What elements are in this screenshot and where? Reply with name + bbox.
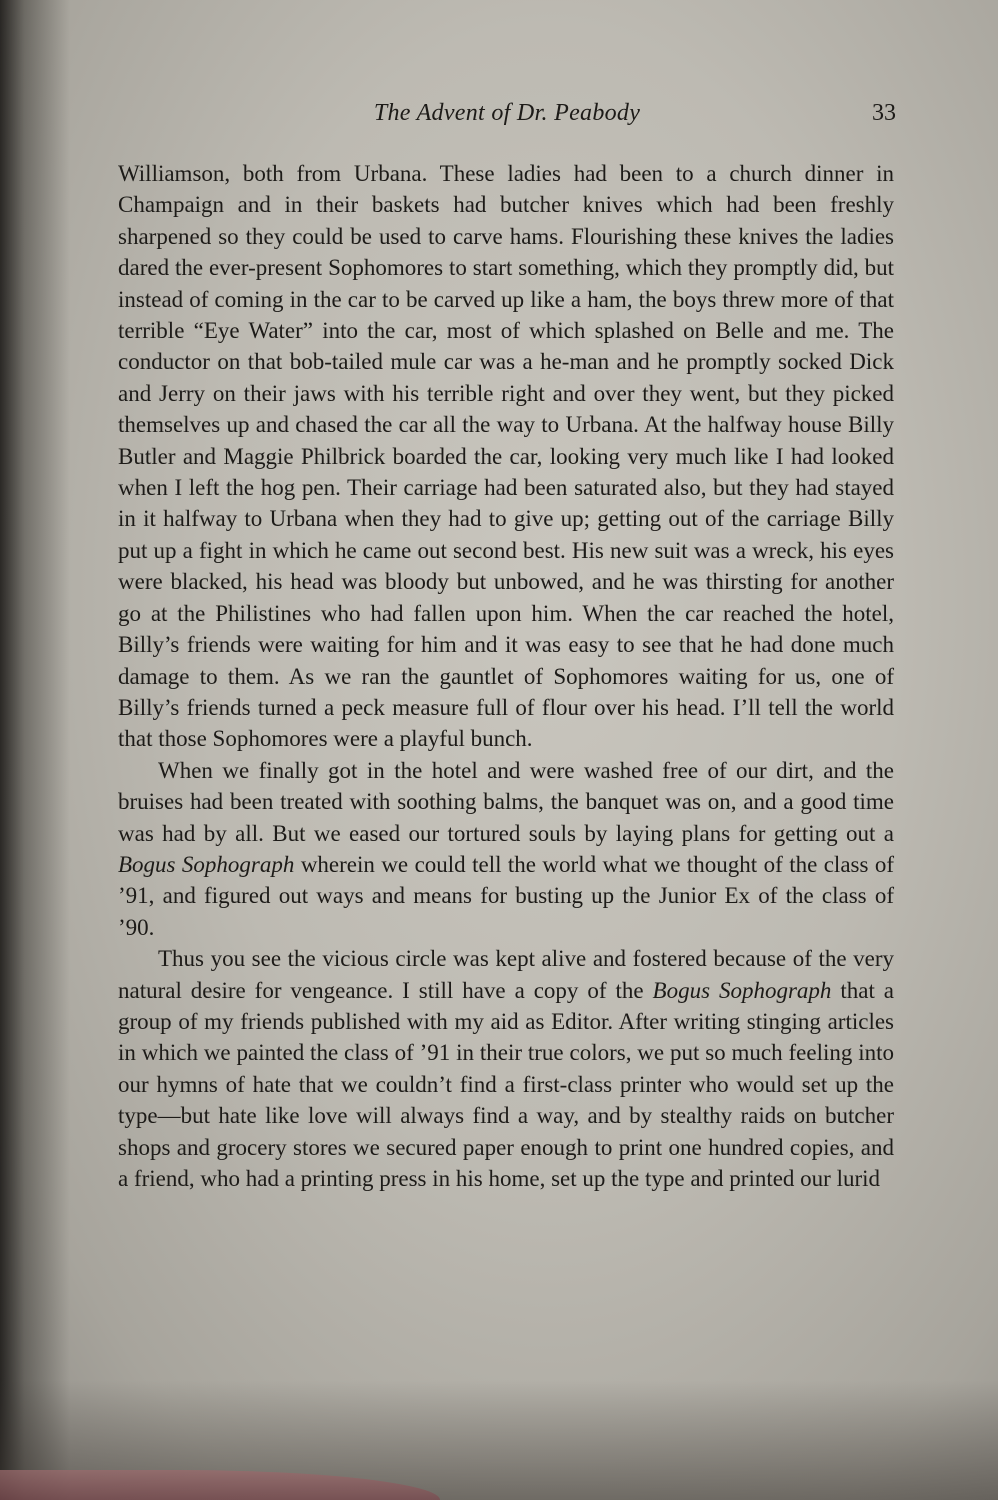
page-header: [118, 100, 896, 134]
paragraph-text: When we finally got in the hotel and were washed free of our dirt, and the bruises had been treated with soothing balms, the banquet was on, and a good time was had by all. But we eased our tortured souls by laying plans for getting out a: [118, 757, 894, 846]
paragraph: [118, 943, 894, 1194]
paragraph-text: Williamson, both from Urbana. These ladies had been to a church dinner in Champaign and in their baskets had butcher knives which had been freshly sharpened so they could be used to carve hams. Flourishing these knives the ladies dared the ever-present Sophomores to start something, which they promptly did, but instead of coming in the car to be carved up like a ham, the boys threw more of that terrible “Eye Water” into the car, most of which splashed on Belle and me. The conductor on that bob-tailed mule car was a he-man and he promptly socked Dick and Jerry on their jaws with his terrible right and over they went, but they picked themselves up and chased the car all the way to Urbana. At the halfway house Billy Butler and Maggie Philbrick boarded the car, looking very much like I had looked when I left the hog pen. Their carriage had been saturated also, but they had stayed in it halfway to Urbana when they had to give up; getting out of the carriage Billy put up a fight in which he came out second best. His new suit was a wreck, his eyes were blacked, his head was bloody but unbowed, and he was thirsting for another go at the Philistines who had fallen upon him. When the car reached the hotel, Billy’s friends were waiting for him and it was easy to see that he had done much damage to them. As we ran the gauntlet of Sophomores waiting for us, one of Billy’s friends turned a peck measure full of flour over his head. I’ll tell the world that those Sophomores were a playful bunch.: [118, 161, 894, 752]
book-title-italic: Bogus Sophograph: [652, 977, 832, 1003]
paragraph-text: that a group of my friends published with my aid as Editor. After writing stinging articles in which we painted the class of ’91 in their true colors, we put so much feeling into our hymns of hate that we couldn’t find a first-class printer who would set up the type—but hate like love will always find a way, and by stealthy raids on butcher shops and grocery stores we secured paper enough to print one hundred copies, and a friend, who had a printing press in his home, set up the type and printed our lurid: [118, 977, 895, 1191]
spine-shadow: [0, 0, 70, 1500]
paragraph-text: wherein we could tell the world what we thought of the class of ’91, and figured out ways and means for busting up the Junior Ex of the class of ’90.: [118, 851, 895, 940]
book-title-italic: Bogus Sophograph: [118, 851, 295, 877]
paragraph: [118, 755, 894, 943]
paragraph-text: Thus you see the vicious circle was kept alive and fostered because of the very natural desire for vengeance. I still have a copy of the: [118, 946, 894, 1003]
page-number: 33: [872, 100, 896, 126]
page-body: [118, 158, 894, 1194]
running-title: The Advent of Dr. Peabody: [373, 100, 641, 126]
paragraph: [118, 158, 894, 755]
